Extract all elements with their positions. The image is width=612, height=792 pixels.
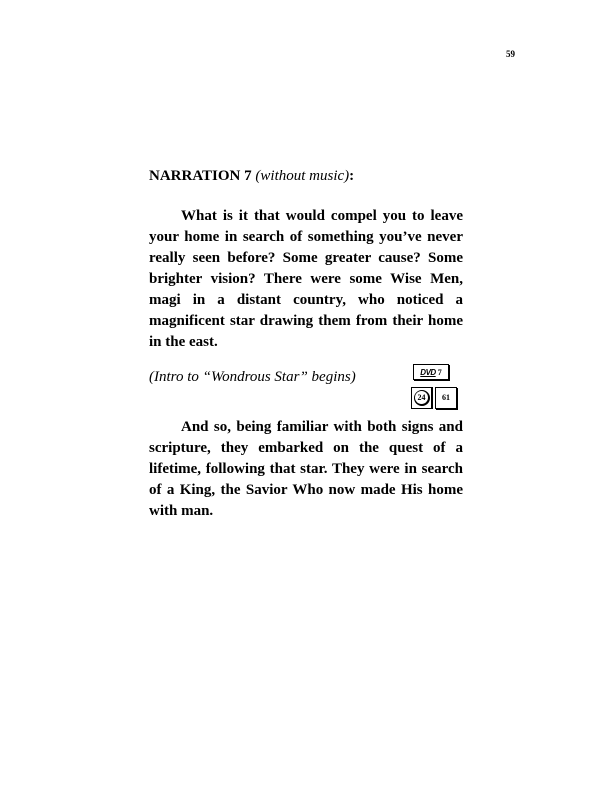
cd-track-badge bbox=[411, 386, 457, 409]
narration-section bbox=[149, 166, 463, 522]
cd-track-number: 24 bbox=[415, 391, 428, 404]
heading-colon: : bbox=[349, 168, 355, 184]
music-cue bbox=[149, 361, 463, 413]
narration-paragraph-1: What is it that would compel you to leave your home in search of something you’ve never really seen before? Some greater cause? Some brighter vision? There were some Wise Men, magi in a distant country, who noticed a magnificent star drawing them from their home in the east. bbox=[149, 208, 463, 350]
dvd-logo-icon: DVD bbox=[420, 367, 436, 377]
cue-text: (Intro to “Wondrous Star” begins) bbox=[149, 369, 356, 385]
narration-paragraph-2: And so, being familiar with both signs and scripture, they embarked on the quest of a lifetime, following that star. They were in search of a King, the Savior Who now made His home with man. bbox=[149, 419, 463, 519]
narration-heading bbox=[149, 166, 463, 186]
dvd-track-badge bbox=[413, 364, 449, 380]
dvd-number: 7 bbox=[437, 367, 442, 377]
narration-title: NARRATION 7 bbox=[149, 168, 252, 184]
page-number: 59 bbox=[506, 49, 515, 59]
narration-note: (without music) bbox=[255, 168, 350, 184]
cd-disc-icon bbox=[414, 390, 430, 406]
cd-track-box bbox=[411, 387, 433, 409]
page-reference-box bbox=[435, 387, 457, 409]
page-reference-number: 61 bbox=[442, 393, 450, 402]
